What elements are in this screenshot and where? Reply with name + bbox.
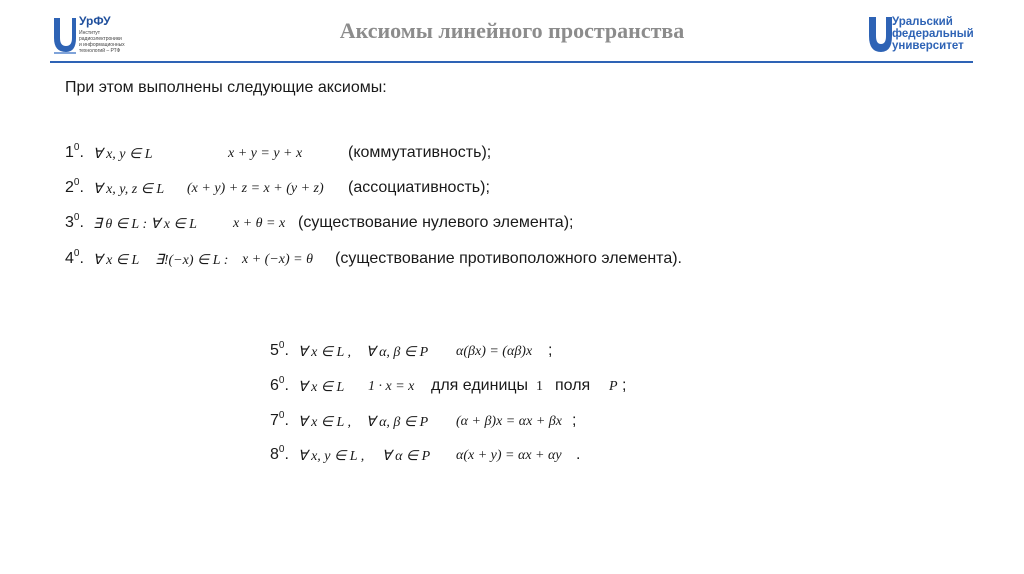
axiom-formula: (x + y) + z = x + (y + z) xyxy=(187,181,324,196)
axiom-quantifier-existence: ∃!(−x) ∈ L : xyxy=(155,253,229,268)
axiom-quantifier: ∀ x ∈ L , xyxy=(298,345,352,360)
axiom-number: $5^0$. xyxy=(270,340,289,359)
logo-subtitle-line: радиоэлектроники xyxy=(79,36,122,42)
axiom-4 xyxy=(65,250,965,272)
axiom-description: для единицы xyxy=(431,377,529,394)
axiom-number: $8^0$. xyxy=(270,444,289,463)
axiom-quantifier: ∀ x, y ∈ L xyxy=(93,147,153,162)
axiom-unit-symbol: 1 xyxy=(536,379,543,394)
axiom-number: $4^0$. xyxy=(65,248,84,267)
axiom-number: $2^0$. xyxy=(65,177,84,196)
axiom-formula: x + (−x) = θ xyxy=(242,252,313,267)
axiom-quantifier-scalars: ∀ α ∈ P xyxy=(382,449,431,464)
axiom-quantifier-scalars: ∀ α, β ∈ P xyxy=(366,415,429,430)
axiom-description: (ассоциативность); xyxy=(348,179,490,196)
page-title: Аксиомы линейного пространства xyxy=(339,18,685,43)
axiom-quantifier: ∀ x ∈ L , xyxy=(298,415,352,430)
logo-name: УрФУ xyxy=(79,14,111,28)
axiom-quantifier: ∃ θ ∈ L : ∀ x ∈ L xyxy=(93,217,197,232)
axiom-2 xyxy=(65,179,965,201)
axiom-formula: x + θ = x xyxy=(233,216,286,231)
axiom-1 xyxy=(65,144,965,166)
axiom-formula: 1 · x = x xyxy=(368,379,415,394)
university-name-line: Уральский xyxy=(892,16,953,28)
axiom-description: поля xyxy=(555,377,591,394)
axiom-description: (коммутативность); xyxy=(348,144,492,161)
axiom-formula: (α + β)x = αx + βx xyxy=(456,414,562,429)
axiom-6 xyxy=(270,377,870,399)
axiom-quantifier: ∀ x ∈ L xyxy=(298,380,345,395)
axiom-description: (существование нулевого элемента); xyxy=(298,214,574,231)
logo-subtitle-line: и информационных xyxy=(79,42,125,48)
axiom-quantifier-scalars: ∀ α, β ∈ P xyxy=(366,345,429,360)
axiom-8 xyxy=(270,446,870,468)
axiom-field-symbol: P xyxy=(609,379,618,394)
urfu-u-logo-icon xyxy=(868,16,894,54)
university-name-line: университет xyxy=(892,40,964,52)
axiom-3 xyxy=(65,214,965,236)
header-divider xyxy=(50,61,973,63)
axiom-terminator: ; xyxy=(548,342,553,359)
axiom-number: $3^0$. xyxy=(65,212,84,231)
axiom-number: $7^0$. xyxy=(270,410,289,429)
axiom-7 xyxy=(270,412,870,434)
intro-text: При этом выполнены следующие аксиомы: xyxy=(65,79,387,96)
logo-subtitle-line: Институт xyxy=(79,30,101,36)
axiom-5 xyxy=(270,342,870,364)
axiom-terminator: ; xyxy=(622,377,627,394)
axiom-number: $1^0$. xyxy=(65,142,84,161)
axiom-formula: x + y = y + x xyxy=(228,146,303,161)
ural-federal-university-logo xyxy=(868,14,988,58)
axiom-terminator: ; xyxy=(572,412,577,429)
university-name-line: федеральный xyxy=(892,28,974,40)
axiom-quantifier: ∀ x, y ∈ L , xyxy=(298,449,365,464)
axiom-formula: α(βx) = (αβ)x xyxy=(456,344,533,359)
axiom-quantifier: ∀ x ∈ L xyxy=(93,253,140,268)
axiom-quantifier: ∀ x, y, z ∈ L xyxy=(93,182,165,197)
axiom-number: $6^0$. xyxy=(270,375,289,394)
axiom-terminator: . xyxy=(576,446,581,463)
axiom-description: (существование противоположного элемента). xyxy=(335,250,682,267)
axiom-formula: α(x + y) = αx + αy xyxy=(456,448,562,463)
logo-subtitle-line: технологий – РТФ xyxy=(79,48,121,54)
